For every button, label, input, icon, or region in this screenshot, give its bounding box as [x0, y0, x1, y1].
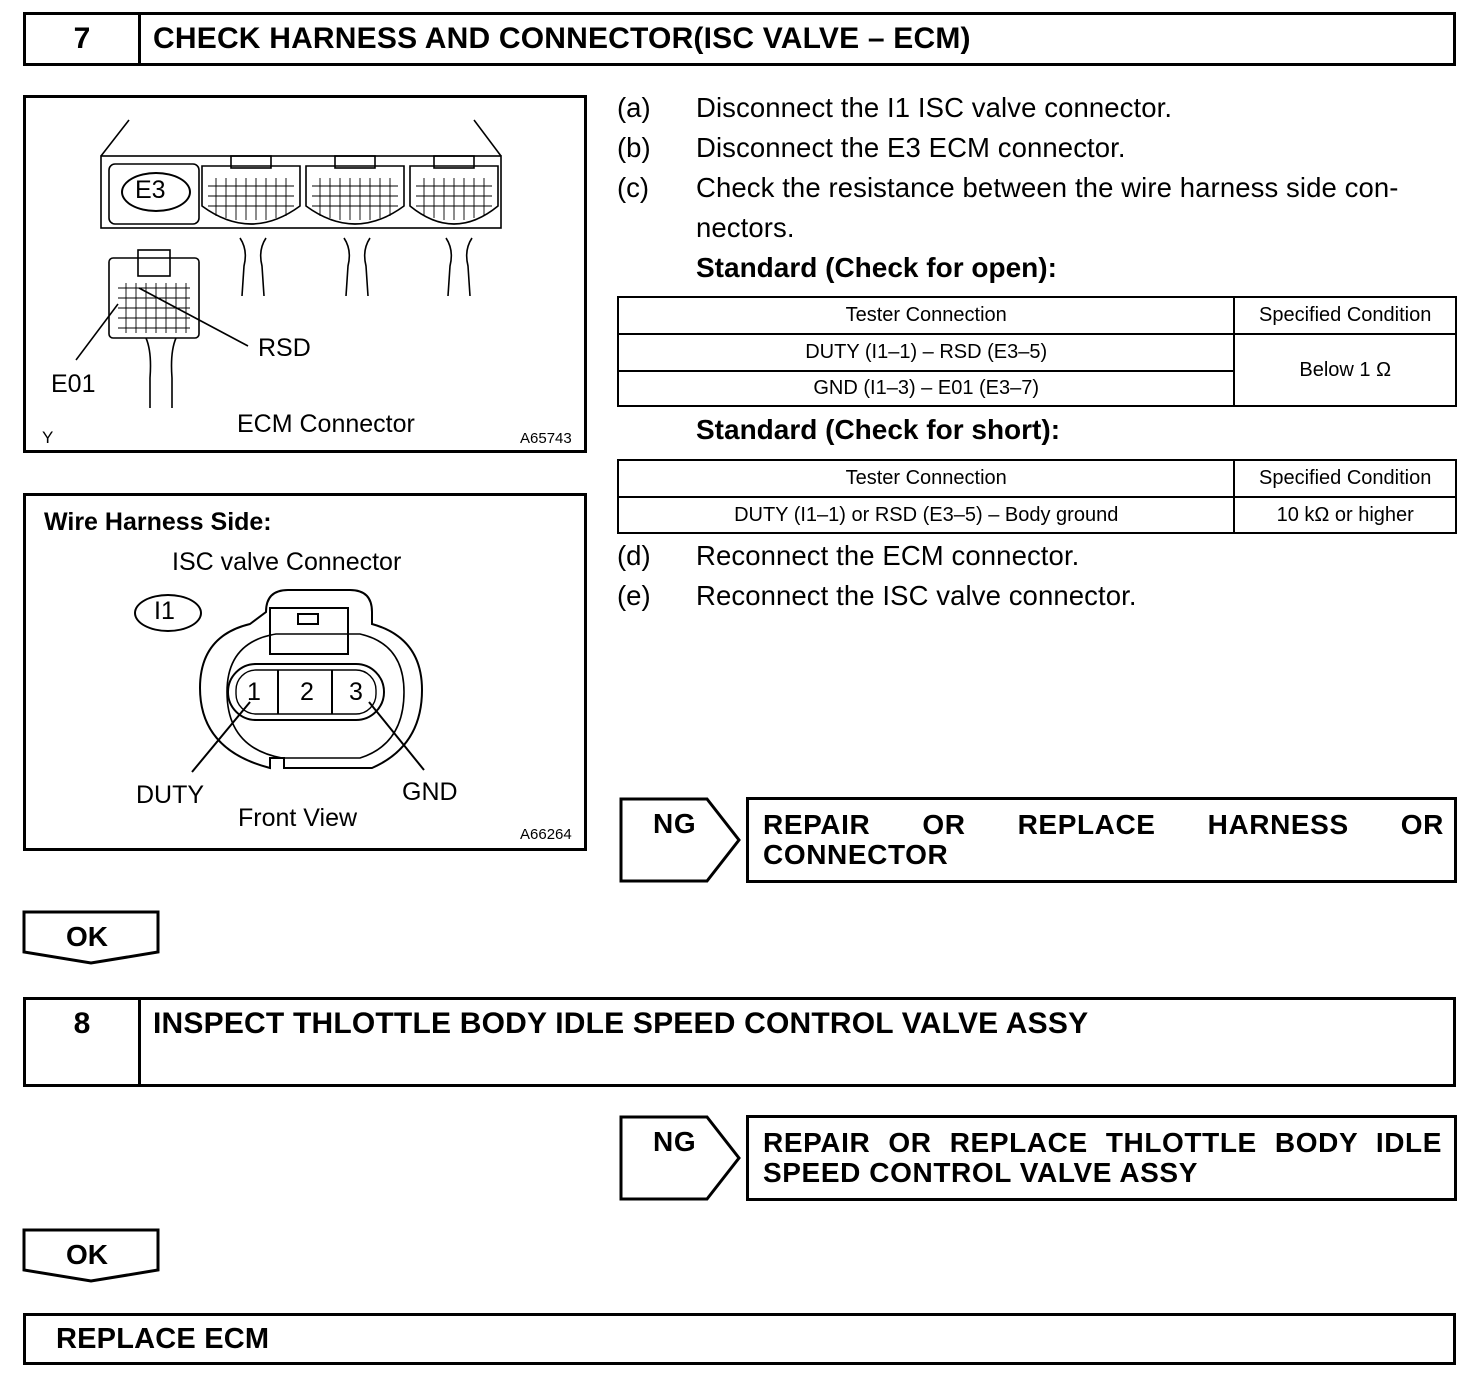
- open-check-table: [617, 296, 1457, 407]
- figure-id: A66264: [520, 826, 572, 843]
- ng-label: NG: [653, 808, 697, 839]
- figure-id: A65743: [520, 430, 572, 447]
- step-e-label: (e): [617, 580, 651, 611]
- ng-word: OR: [922, 809, 966, 840]
- pin-3: 3: [349, 678, 363, 706]
- ok-label: OK: [66, 921, 108, 952]
- table-header-condition: Specified Condition: [1234, 297, 1456, 334]
- front-view-caption: Front View: [238, 804, 358, 832]
- table-cell: GND (I1–3) – E01 (E3–7): [618, 371, 1234, 406]
- ng-action-box: [746, 1115, 1457, 1201]
- pin-1: 1: [247, 678, 261, 706]
- table-header-connection: Tester Connection: [618, 297, 1234, 334]
- step-7-header: [23, 12, 1456, 66]
- step-a-text: Disconnect the I1 ISC valve connector.: [696, 92, 1173, 123]
- e3-tag-label: E3: [135, 176, 166, 204]
- table-header-condition: Specified Condition: [1234, 460, 1456, 497]
- ng-word: HARNESS: [1207, 809, 1349, 840]
- standard-open-heading: Standard (Check for open):: [696, 252, 1057, 283]
- corner-mark: Y: [42, 428, 54, 447]
- step-b-text: Disconnect the E3 ECM connector.: [696, 132, 1126, 163]
- ng-action-line1: [763, 810, 1444, 840]
- ng-action-line2: CONNECTOR: [763, 839, 949, 870]
- step-c-text-line2: nectors.: [696, 212, 795, 243]
- step-8-header: [23, 997, 1456, 1087]
- ng-label: NG: [653, 1126, 697, 1157]
- table-cell: DUTY (I1–1) or RSD (E3–5) – Body ground: [618, 497, 1234, 533]
- ecm-connector-caption: ECM Connector: [237, 410, 415, 438]
- replace-ecm-box: [23, 1313, 1456, 1365]
- table-header-connection: Tester Connection: [618, 460, 1234, 497]
- ng-action-line2: SPEED CONTROL VALVE ASSY: [763, 1157, 1198, 1188]
- step-e-text: Reconnect the ISC valve connector.: [696, 580, 1137, 611]
- standard-short-heading: Standard (Check for short):: [696, 414, 1061, 445]
- e01-label: E01: [51, 370, 96, 398]
- pin-2: 2: [300, 678, 314, 706]
- rsd-label: RSD: [258, 334, 311, 362]
- ng-word: OR: [1400, 809, 1444, 840]
- wire-harness-heading: Wire Harness Side:: [44, 508, 272, 536]
- ecm-connector-figure: [23, 95, 587, 453]
- step-number: 8: [26, 1000, 141, 1084]
- step-a-label: (a): [617, 92, 651, 123]
- step-c-label: (c): [617, 172, 650, 203]
- table-cell: 10 kΩ or higher: [1234, 497, 1456, 533]
- step-c-text-line1: Check the resistance between the wire harness side con-: [696, 172, 1399, 203]
- isc-connector-title: ISC valve Connector: [172, 548, 402, 576]
- gnd-label: GND: [402, 778, 458, 806]
- duty-label: DUTY: [136, 781, 205, 809]
- ecm-connector-diagram: [26, 98, 584, 450]
- i1-tag-label: I1: [154, 597, 175, 625]
- step-d-text: Reconnect the ECM connector.: [696, 540, 1080, 571]
- table-cell: Below 1 Ω: [1234, 334, 1456, 406]
- ng-action-box: [746, 797, 1457, 883]
- short-check-table: [617, 459, 1457, 534]
- isc-connector-figure: [23, 493, 587, 851]
- step-title: INSPECT THLOTTLE BODY IDLE SPEED CONTROL VALVE ASSY: [153, 1007, 1089, 1040]
- step-number: 7: [26, 15, 141, 63]
- ng-action-line1: REPAIR OR REPLACE THLOTTLE BODY IDLE: [763, 1127, 1442, 1158]
- ng-word: REPLACE: [1017, 809, 1156, 840]
- ok-label: OK: [66, 1239, 108, 1270]
- step-b-label: (b): [617, 132, 651, 163]
- ng-word: REPAIR: [763, 809, 871, 840]
- table-cell: DUTY (I1–1) – RSD (E3–5): [618, 334, 1234, 371]
- step-d-label: (d): [617, 540, 651, 571]
- isc-connector-diagram: [26, 496, 584, 848]
- step-title: CHECK HARNESS AND CONNECTOR(ISC VALVE – ECM): [153, 22, 971, 55]
- replace-ecm-label: REPLACE ECM: [56, 1323, 270, 1355]
